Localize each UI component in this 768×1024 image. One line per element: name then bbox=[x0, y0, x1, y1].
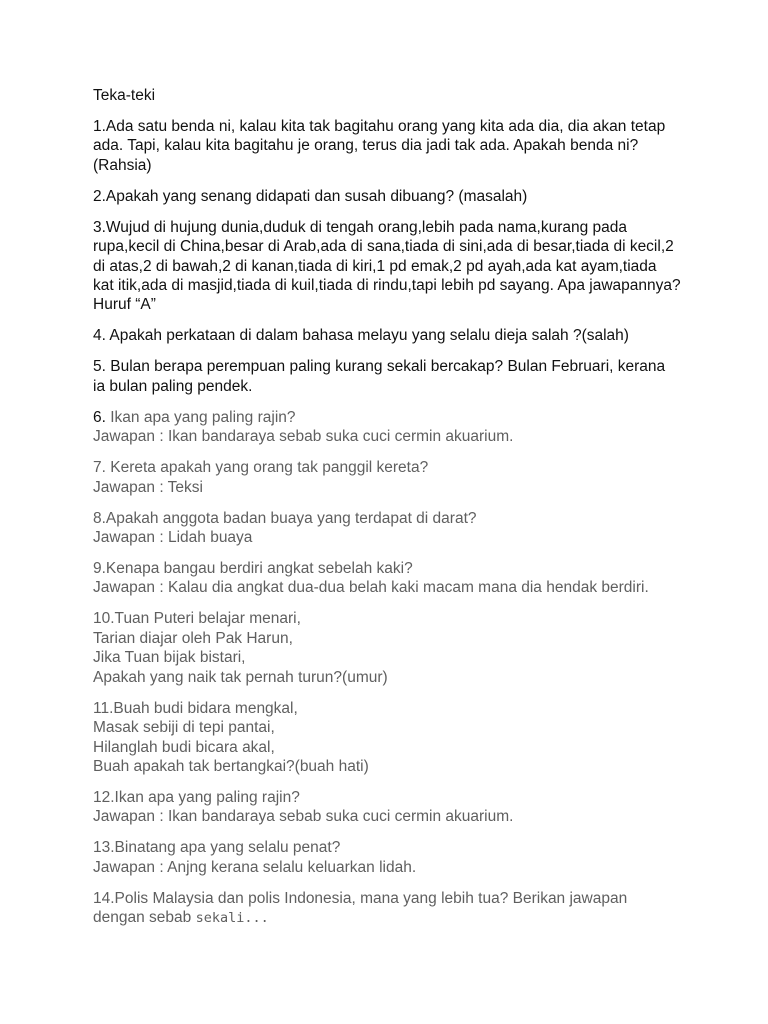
riddle-11-line-3: Hilanglah budi bicara akal, bbox=[93, 738, 275, 756]
riddle-14-line-2-text: dengan sebab bbox=[93, 909, 196, 927]
riddle-6-answer: Jawapan : Ikan bandaraya sebab suka cuci cermin akuarium. bbox=[93, 428, 514, 446]
riddle-10-line-2: Tarian diajar oleh Pak Harun, bbox=[93, 629, 293, 647]
riddle-12 bbox=[93, 788, 693, 827]
riddle-11-pantun bbox=[93, 699, 693, 777]
riddle-2 bbox=[93, 187, 693, 206]
riddle-4-line-1: 4. Apakah perkataan di dalam bahasa melayu yang selalu dieja salah ?(salah) bbox=[93, 327, 629, 345]
riddle-14-line-1: 14.Polis Malaysia dan polis Indonesia, mana yang lebih tua? Berikan jawapan bbox=[93, 889, 628, 907]
riddle-1-line-2: ada. Tapi, kalau kita bagitahu je orang, terus dia jadi tak ada. Apakah benda ni? bbox=[93, 137, 639, 155]
riddle-5-line-1: 5. Bulan berapa perempuan paling kurang sekali bercakap? Bulan Februari, kerana bbox=[93, 358, 666, 376]
riddle-12-question: 12.Ikan apa yang paling rajin? bbox=[93, 788, 300, 806]
riddle-7-question: 7. Kereta apakah yang orang tak panggil kereta? bbox=[93, 459, 429, 477]
riddle-11-line-4: Buah apakah tak bertangkai?(buah hati) bbox=[93, 757, 369, 775]
riddle-3-line-1: 3.Wujud di hujung dunia,duduk di tengah orang,lebih pada nama,kurang pada bbox=[93, 218, 628, 236]
document-page bbox=[93, 86, 693, 940]
riddle-7 bbox=[93, 458, 693, 497]
riddle-14-line-2 bbox=[93, 908, 693, 928]
document-title: Teka-teki bbox=[93, 87, 156, 104]
riddle-13-answer: Jawapan : Anjng kerana selalu keluarkan lidah. bbox=[93, 858, 417, 876]
riddle-4 bbox=[93, 326, 693, 345]
riddle-6-number: 6. bbox=[93, 408, 106, 426]
riddle-6-question bbox=[93, 408, 693, 427]
riddle-11-line-2: Masak sebiji di tepi pantai, bbox=[93, 719, 275, 737]
riddle-3 bbox=[93, 218, 693, 315]
riddle-13 bbox=[93, 838, 693, 877]
riddle-6 bbox=[93, 408, 693, 447]
riddle-1-line-1: 1.Ada satu benda ni, kalau kita tak bagitahu orang yang kita ada dia, dia akan tetap bbox=[93, 118, 666, 135]
riddle-3-line-2: rupa,kecil di China,besar di Arab,ada di sana,tiada di sini,ada di besar,tiada di kecil,2 bbox=[93, 238, 674, 256]
riddle-8 bbox=[93, 509, 693, 548]
riddle-9 bbox=[93, 559, 693, 598]
riddle-12-answer: Jawapan : Ikan bandaraya sebab suka cuci cermin akuarium. bbox=[93, 808, 514, 826]
riddle-10-line-4: Apakah yang naik tak pernah turun?(umur) bbox=[93, 668, 388, 686]
riddle-1 bbox=[93, 117, 693, 175]
riddle-10-pantun bbox=[93, 609, 693, 687]
riddle-5 bbox=[93, 357, 693, 396]
riddle-14 bbox=[93, 889, 693, 929]
riddle-1-line-3: (Rahsia) bbox=[93, 156, 152, 174]
riddle-5-line-2: ia bulan paling pendek. bbox=[93, 377, 253, 395]
riddle-3-line-5: Huruf “A” bbox=[93, 296, 156, 314]
riddle-8-answer: Jawapan : Lidah buaya bbox=[93, 529, 253, 547]
riddle-7-answer: Jawapan : Teksi bbox=[93, 478, 203, 496]
riddle-10-line-3: Jika Tuan bijak bistari, bbox=[93, 649, 246, 667]
riddle-9-answer: Jawapan : Kalau dia angkat dua-dua belah kaki macam mana dia hendak berdiri. bbox=[93, 579, 649, 597]
riddle-3-line-4: kat itik,ada di masjid,tiada di kuil,tiada di rindu,tapi lebih pd sayang. Apa jawapannya? bbox=[93, 277, 681, 295]
riddle-3-line-3: di atas,2 di bawah,2 di kanan,tiada di kiri,1 pd emak,2 pd ayah,ada kat ayam,tiada bbox=[93, 257, 657, 275]
riddle-9-question: 9.Kenapa bangau berdiri angkat sebelah kaki? bbox=[93, 560, 413, 578]
riddle-11-line-1: 11.Buah budi bidara mengkal, bbox=[93, 699, 298, 717]
riddle-13-question: 13.Binatang apa yang selalu penat? bbox=[93, 839, 341, 857]
riddle-6-question-text: Ikan apa yang paling rajin? bbox=[105, 408, 296, 426]
riddle-10-line-1: 10.Tuan Puteri belajar menari, bbox=[93, 610, 301, 628]
riddle-8-question: 8.Apakah anggota badan buaya yang terdapat di darat? bbox=[93, 509, 477, 527]
riddle-14-tail: sekali... bbox=[195, 910, 269, 927]
riddle-2-line-1: 2.Apakah yang senang didapati dan susah dibuang? (masalah) bbox=[93, 187, 528, 205]
